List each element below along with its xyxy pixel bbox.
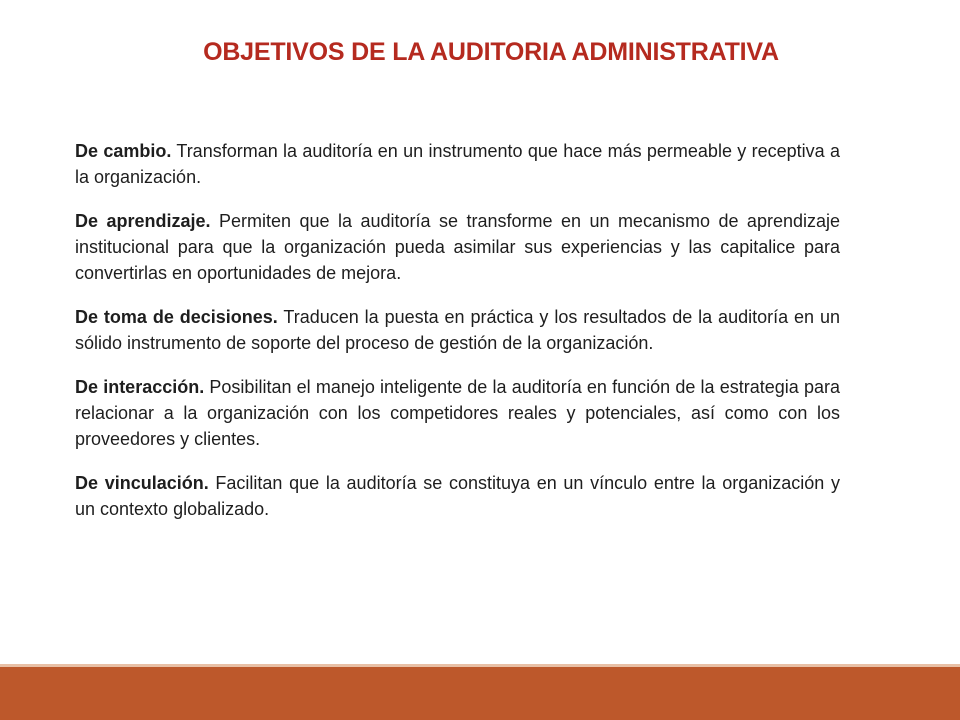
objective-heading: De cambio. — [75, 141, 172, 161]
objective-text: Facilitan que la auditoría se constituya en un vínculo entre la organización y un contexto globalizado. — [75, 473, 840, 519]
objective-text: Transforman la auditoría en un instrumento que hace más permeable y receptiva a la organización. — [75, 141, 840, 187]
slide-content — [75, 138, 840, 540]
objective-interaction — [75, 374, 840, 452]
objective-change — [75, 138, 840, 190]
objective-heading: De interacción. — [75, 377, 205, 397]
objective-heading: De toma de decisiones. — [75, 307, 278, 327]
objective-heading: De aprendizaje. — [75, 211, 211, 231]
objective-learning — [75, 208, 840, 286]
objective-heading: De vinculación. — [75, 473, 209, 493]
footer-bar — [0, 667, 960, 720]
objective-text: Permiten que la auditoría se transforme en un mecanismo de aprendizaje institucional para que la organización pueda asimilar sus experiencias y las capitalice para convertirlas en oportunidades de mejora. — [75, 211, 840, 283]
slide-title: OBJETIVOS DE LA AUDITORIA ADMINISTRATIVA — [203, 38, 779, 66]
objective-text: Traducen la puesta en práctica y los resultados de la auditoría en un sólido instrumento de soporte del proceso de gestión de la organización. — [75, 307, 840, 353]
objective-decision-making — [75, 304, 840, 356]
objective-text: Posibilitan el manejo inteligente de la auditoría en función de la estrategia para relacionar a la organización con los competidores reales y potenciales, así como con los proveedores y clientes. — [75, 377, 841, 449]
objective-linkage — [75, 470, 840, 522]
